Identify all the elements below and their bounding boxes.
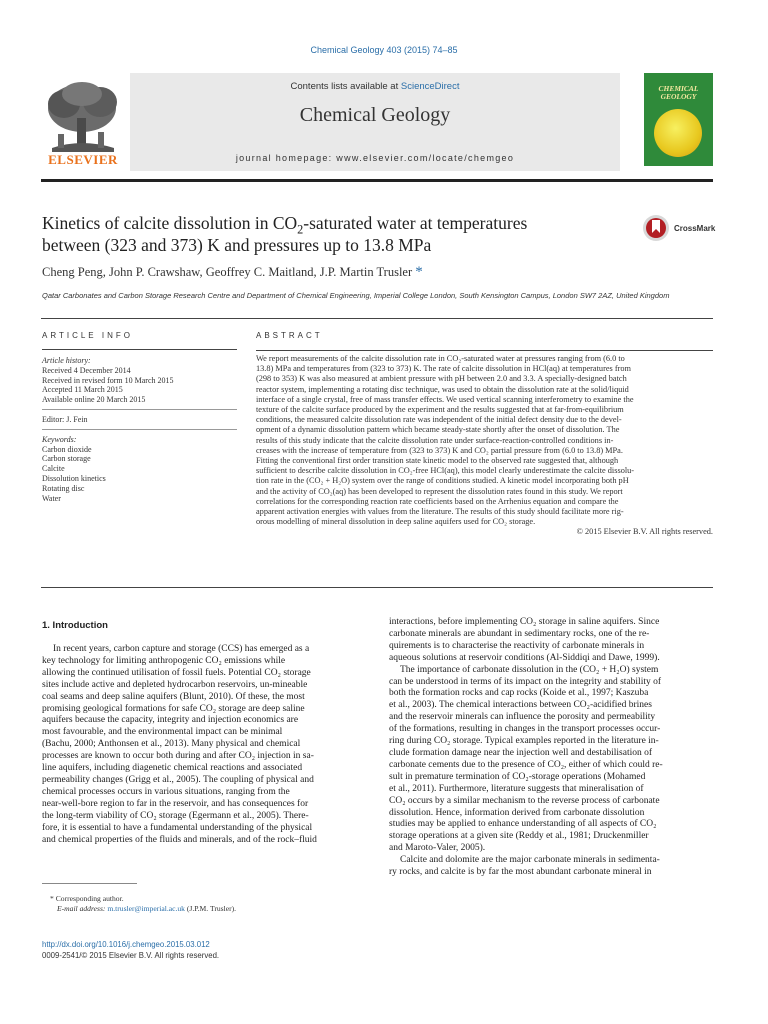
header-divider bbox=[41, 179, 713, 182]
keyword: Calcite bbox=[42, 464, 65, 474]
received-date: Received 4 December 2014 bbox=[42, 365, 131, 375]
article-title: Kinetics of calcite dissolution in $CO_2$-saturated water at temperatures between (323 and 373) K and pressures up to 13.8 MPa bbox=[42, 213, 528, 255]
keyword: Dissolution kinetics bbox=[42, 473, 106, 483]
editor: Editor: J. Fein bbox=[42, 414, 88, 424]
keywords-label: Keywords: bbox=[42, 434, 77, 444]
copyright-line: © 2015 Elsevier B.V. All rights reserved. bbox=[576, 527, 713, 537]
section-heading-introduction: 1. Introduction bbox=[42, 620, 108, 631]
footnote: * Corresponding author. E-mail address: m.trusler@imperial.ac.uk (J.P.M. Trusler). bbox=[50, 894, 237, 913]
journal-reference[interactable]: Chemical Geology 403 (2015) 74–85 bbox=[310, 45, 458, 55]
abstract-divider bbox=[256, 350, 713, 351]
info-separator bbox=[42, 409, 237, 410]
elsevier-logo bbox=[42, 78, 124, 168]
history-label: Article history: bbox=[42, 356, 91, 365]
crossmark-badge[interactable] bbox=[642, 214, 717, 244]
journal-cover[interactable] bbox=[644, 73, 713, 166]
cover-title: CHEMICAL GEOLOGY bbox=[658, 84, 699, 101]
sciencedirect-link[interactable]: ScienceDirect bbox=[400, 81, 460, 92]
email-link[interactable]: m.trusler@imperial.ac.uk bbox=[107, 903, 185, 913]
contents-line: Contents lists available at ScienceDirect bbox=[290, 81, 460, 92]
journal-banner bbox=[130, 73, 620, 171]
info-divider bbox=[42, 349, 237, 350]
keyword: Water bbox=[42, 493, 61, 503]
issn-line: 0009-2541/© 2015 Elsevier B.V. All rights reserved. bbox=[42, 950, 220, 960]
crossmark-icon bbox=[642, 214, 672, 244]
accepted-date: Accepted 11 March 2015 bbox=[42, 385, 123, 395]
doi-block bbox=[42, 940, 219, 961]
cover-image bbox=[654, 109, 702, 157]
crossmark-label: CrossMark bbox=[674, 224, 716, 233]
article-info bbox=[42, 356, 237, 503]
article-info-heading: ARTICLE INFO bbox=[42, 331, 133, 340]
title-divider bbox=[41, 318, 713, 319]
elsevier-wordmark: ELSEVIER bbox=[48, 152, 118, 167]
keyword: Rotating disc bbox=[42, 483, 85, 493]
info-separator bbox=[42, 429, 237, 430]
body-divider bbox=[41, 587, 713, 588]
author-list: Cheng Peng, John P. Crawshaw, Geoffrey C. Maitland, J.P. Martin Trusler * bbox=[42, 264, 423, 280]
corresponding-author-mark[interactable]: * bbox=[415, 264, 423, 280]
journal-homepage: journal homepage: www.elsevier.com/locate/chemgeo bbox=[235, 153, 515, 163]
body-column-right: interactions, before implementing CO₂ storage in saline aquifers. Since carbonate minerals are abundant in sedimentary rocks, one of the re- quirements is to characterise the reactivity of carbonate minerals in aqueous solutions at reservoir conditions (Al-Siddiqi and Dawe, 1999). The importance of carbonate dissolution in the (CO₂ + H₂O) system can be understood in terms of its impact on the integrity and stability of both the formation rocks and cap rocks (Koide et al., 1997; Kaszuba et al., 2003). The chemical interactions between CO₂-acidified brines and the reservoir minerals can influence the porosity and permeability of the formations, resulting in changes in the transport processes occur- ring during CO₂ storage. Typical examples reported in the literature in- clude formation damage near the injection well and destabilisation of carbonate cements due to the presence of CO₂, either of which could re- sult in premature termination of CO₂-storage operations (Mohamed et al., 2011). Furthermore, literature suggests that mineralisation of CO₂ occurs by a similar mechanism to the reverse process of carbonate dissolution. Hence, information derived from carbonate dissolution studies may be applied to enhance understanding of all aspects of CO₂ storage operations at a given site (Reddy et al., 1981; Druckenmiller and Maroto-Valer, 2005). Calcite and dolomite are the major carbonate minerals in sedimenta- ry rocks, and calcite is by far the most abundant carbonate mineral in bbox=[389, 617, 663, 878]
keyword: Carbon storage bbox=[42, 454, 91, 464]
keyword: Carbon dioxide bbox=[42, 444, 92, 454]
homepage-link[interactable]: www.elsevier.com/locate/chemgeo bbox=[336, 153, 515, 163]
doi-link[interactable]: http://dx.doi.org/10.1016/j.chemgeo.2015.03.012 bbox=[42, 940, 210, 949]
footnote-mark: * bbox=[50, 894, 54, 903]
footnote-divider bbox=[42, 883, 137, 884]
body-column-left: In recent years, carbon capture and storage (CCS) has emerged as a key technology for limiting anthropogenic CO₂ emissions while allowing the continued utilisation of fossil fuels. Potential CO₂ storage sites include active and depleted hydrocarbon reservoirs, un-mineable coal seams and deep saline aquifers (Blunt, 2010). Of these, the most promising geological formations for safe CO₂ storage are deep saline aquifers because the capacity, integrity and injection economics are most favourable, and the environmental impact can be minimal (Bachu, 2000; Anthonsen et al., 2013). Many physical and chemical processes are known to occur both during and after CO₂ injection in sa- line aquifers, including diagenetic chemical reactions and associated permeability changes (Grigg et al., 2005). The coupling of physical and chemical processes occurs in various situations, ranging from the near-well-bore region to far in the reservoir, and has consequences for the long-term viability of CO₂ storage (Egermann et al., 2005). There- fore, it is essential to have a fundamental understanding of the physical and chemical properties of the fluids and minerals, and of the rock–fluid bbox=[42, 644, 317, 845]
journal-name: Chemical Geology bbox=[299, 104, 451, 126]
affiliation: Qatar Carbonates and Carbon Storage Research Centre and Department of Chemical Engineering, Imperial College London, South Kensington Campus, London SW7 2AZ, United Kingdom bbox=[42, 291, 670, 300]
abstract-text: We report measurements of the calcite dissolution rate in CO₂-saturated water at pressures ranging from (6.0 to 13.8) MPa and temperatures from (323 to 373) K. The rate of calcite dissolution in HCl(aq) at temperatures from (298 to 353) K was also measured at ambient pressure with pH between 2.0 and 3.3. A specially-designed batch reactor system, implementing a rotating disc technique, was used to obtain the dissolution rate at the solid/liquid interface of a single crystal, free of mass transfer effects. We used vertical scanning interferometry to examine the texture of the calcite surface produced by the experiment and the results suggested that at far-from-equilibrium conditions, the measured calcite dissolution rate was independent of the initial defect density due to the devel- opment of a dynamic dissolution pattern which became steady-state shortly after the onset of dissolution. The results of this study indicate that the calcite dissolution rate under surface-reaction-controlled conditions in- creases with the increase of temperature from (323 to 373) K and CO₂ partial pressure from (6.0 to 13.8) MPa. Fitting the conventional first order transition state kinetic model to the observed rate suggested that, although sufficient to describe calcite dissolution in CO₂-free HCl(aq), this model clearly underestimate the calcite dissolu- tion rate in the (CO₂ + H₂O) system over the range of conditions studied. A kinetic model incorporating both pH and the activity of CO₂(aq) has been developed to represent the dissolution rates found in this study. We report correlations for the corresponding reaction rate coefficients based on the Arrhenius equation and compare the apparent activation energies with values from the literature. The results of this study should facilitate more rig- orous modelling of mineral dissolution in deep saline aquifers used for CO₂ storage. © 2015 Elsevier B.V. All rights reserved. bbox=[256, 354, 713, 537]
revised-date: Received in revised form 10 March 2015 bbox=[42, 375, 174, 385]
abstract-heading: ABSTRACT bbox=[256, 331, 323, 340]
online-date: Available online 20 March 2015 bbox=[42, 395, 146, 405]
